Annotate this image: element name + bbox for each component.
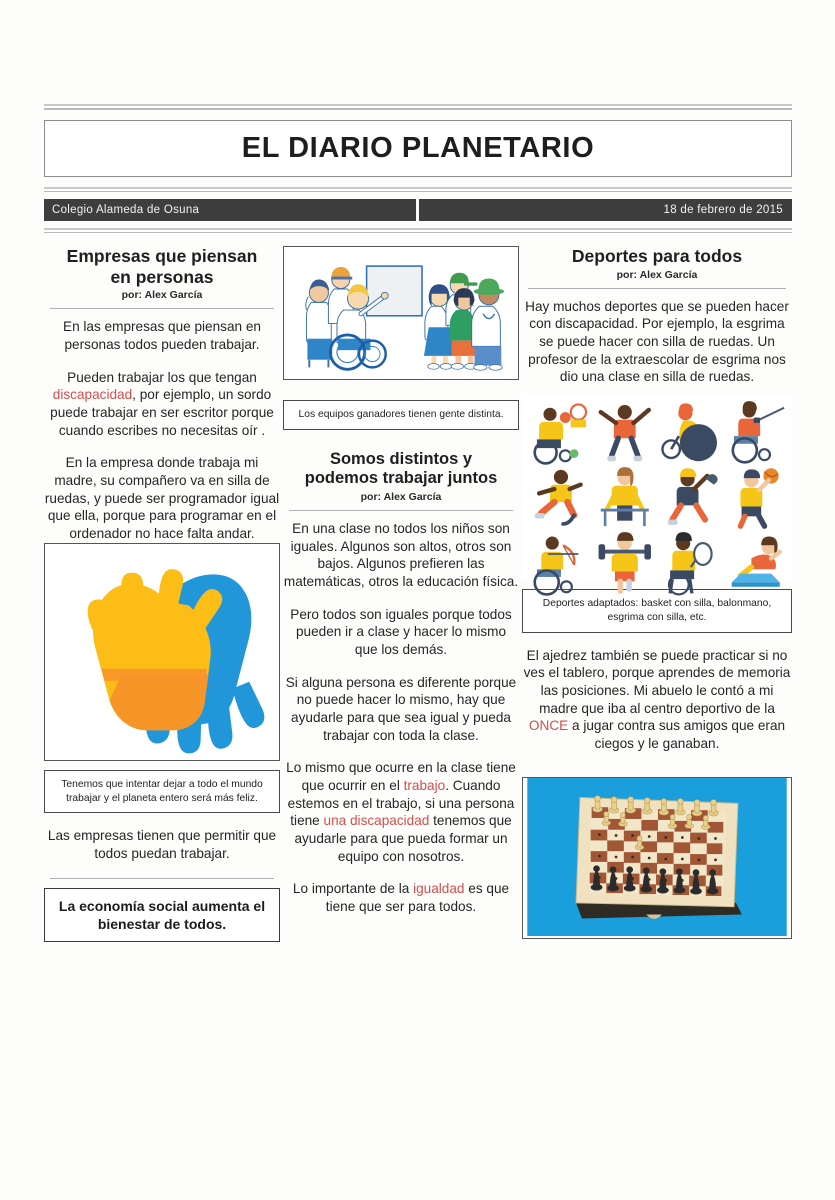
empresas-paragraph-1: En las empresas que piensan en personas todos pueden trabajar. <box>63 319 261 352</box>
masthead <box>44 104 792 233</box>
headline-line-2: en personas <box>110 266 214 287</box>
conclusion-divider <box>50 878 274 879</box>
keyword-once: ONCE <box>528 718 569 734</box>
article-deportes-byline: por: Alex García <box>616 268 698 281</box>
sport-icon-basket-wheelchair <box>526 399 592 465</box>
sports-pictograms-area <box>522 395 792 580</box>
sport-icon-fencing-wheelchair <box>723 399 789 465</box>
sport-icon-gymnastics-parallel-bars <box>592 465 658 531</box>
p5-text-a: Lo importante de la <box>292 881 414 897</box>
distintos-paragraph-3: Si alguna persona es diferente porque no puede hacer lo mismo, hay que ayudarle para que sea igual y pueda trabajar con toda la clase. <box>285 674 517 743</box>
column-left <box>44 246 280 942</box>
article-empresas <box>44 246 280 543</box>
headline-line-1: Empresas que piensan <box>66 246 258 266</box>
two-hands-logo <box>45 544 279 760</box>
sport-icon-tennis-wheelchair <box>657 530 723 596</box>
headline-line-1: Deportes para todos <box>571 246 743 266</box>
article-columns <box>44 246 792 942</box>
deportes-paragraph-2 <box>522 647 792 753</box>
headline-divider <box>528 288 786 289</box>
article-distintos-byline: por: Alex García <box>360 490 442 503</box>
article-distintos-headline <box>283 450 519 489</box>
deportes-paragraph-1: Hay muchos deportes que se pueden hacer con discapacidad. Por ejemplo, la esgrima se puede hacer con silla de ruedas. Un profesor de la extraescolar de esgrima nos dio una clase en silla de ruedas. <box>525 298 789 385</box>
article-deportes <box>522 246 792 386</box>
keyword-una-discapacidad: una discapacidad <box>323 813 430 829</box>
classroom-children-illustration <box>284 247 518 375</box>
article-empresas-headline <box>44 246 280 287</box>
sport-icon-sledge-athlete <box>723 530 789 596</box>
school-name: Colegio Alameda de Osuna <box>52 204 200 216</box>
headline-line-1: Somos distintos y <box>329 449 473 468</box>
p2-text-b: a jugar contra sus amigos que eran ciegos y le ganaban. <box>568 718 786 752</box>
page-title: EL DIARIO PLANETARIO <box>241 132 595 164</box>
masthead-info-bar <box>44 199 792 221</box>
masthead-mid-rule-wrap <box>44 187 792 192</box>
distintos-paragraph-2: Pero todos son iguales porque todos pueden ir a clase y hacer lo mismo que los demás. <box>290 606 512 657</box>
tactile-chess-board-photo <box>523 778 791 936</box>
sport-icon-athletics-prosthetic-arms <box>592 399 658 465</box>
school-name-bar <box>44 199 416 221</box>
classroom-image-frame <box>283 246 519 380</box>
p4-text-a: Lo mismo que ocurre en la clase tiene que ocurrir en el <box>286 760 516 793</box>
adapted-sports-pictograms <box>522 395 792 580</box>
distintos-caption-box <box>283 400 519 430</box>
article-distintos <box>283 450 519 916</box>
deportes-caption-text: Deportes adaptados: basket con silla, balonmano, esgrima con silla, etc. <box>542 598 772 623</box>
issue-date-bar <box>419 199 792 221</box>
headline-line-2: podemos trabajar juntos <box>304 469 498 488</box>
article-empresas-byline: por: Alex García <box>121 289 203 302</box>
empresas-conclusion-text: La economía social aumenta el bienestar de todos. <box>58 897 266 932</box>
keyword-igualdad: igualdad <box>413 881 465 897</box>
issue-date: 18 de febrero de 2015 <box>663 204 783 216</box>
masthead-title-box <box>44 120 792 177</box>
empresas-paragraph-4: Las empresas tienen que permitir que todos puedan trabajar. <box>47 828 277 862</box>
empresas-conclusion-box <box>44 888 280 942</box>
p2-text-b: , por ejemplo, un sordo puede trabajar en ser escritor porque cuando escribes no necesitas oír . <box>50 387 274 438</box>
masthead-bottom-rule <box>44 228 792 233</box>
empresas-paragraph-3: En la empresa donde trabaja mi madre, su compañero va en silla de ruedas, y puede ser programador igual que ella, porque para programar en el ordenador no hace falta andar. <box>44 455 280 541</box>
distintos-paragraph-5 <box>283 880 519 915</box>
sport-icon-handball-throw <box>723 465 789 531</box>
empresas-caption-text: Tenemos que intentar dejar a todo el mundo trabajar y el planeta entero será más feliz. <box>61 778 263 804</box>
sport-icon-archery-wheelchair <box>526 530 592 596</box>
p4-text-b: . Cuando estemos en el trabajo, si una persona tiene <box>287 777 515 829</box>
p4-text-c: tenemos que ayudarle para que pueda formar un equipo con nosotros. <box>294 813 512 864</box>
headline-divider <box>50 308 274 309</box>
chess-image-frame <box>522 777 792 939</box>
distintos-paragraph-4 <box>283 759 519 865</box>
sport-icon-weightlifting-prosthetic <box>592 530 658 596</box>
p5-text-b: es que tiene que ser para todos. <box>325 881 510 914</box>
sport-icon-running-prosthetic-leg <box>526 465 592 531</box>
hands-logo-frame <box>44 543 280 761</box>
deportes-caption-box <box>522 589 792 633</box>
keyword-discapacidad: discapacidad <box>52 387 133 403</box>
column-middle <box>283 246 519 942</box>
p2-text-a: El ajedrez también se puede practicar si no ves el tablero, porque aprendes de memoria las posiciones. Mi abuelo le contó a mi madre que iba al centro deportivo de la <box>523 647 791 716</box>
keyword-trabajo: trabajo <box>403 777 446 793</box>
column-right <box>522 246 792 942</box>
empresas-paragraph-2 <box>44 369 280 440</box>
distintos-paragraph-1: En una clase no todos los niños son iguales. Algunos son altos, otros son bajos. Algunos prefieren las matemáticas, otros la educación física. <box>283 520 519 589</box>
p2-text-a: Pueden trabajar los que tengan <box>67 369 257 385</box>
masthead-top-rule <box>44 104 792 111</box>
sport-icon-wheelchair-racing <box>657 399 723 465</box>
sport-icon-baseball-bat <box>657 465 723 531</box>
article-deportes-headline <box>522 246 792 267</box>
distintos-caption-text: Los equipos ganadores tienen gente distinta. <box>298 409 504 420</box>
empresas-caption-box <box>44 770 280 814</box>
masthead-mid-rule <box>44 187 792 192</box>
headline-divider <box>289 510 513 511</box>
